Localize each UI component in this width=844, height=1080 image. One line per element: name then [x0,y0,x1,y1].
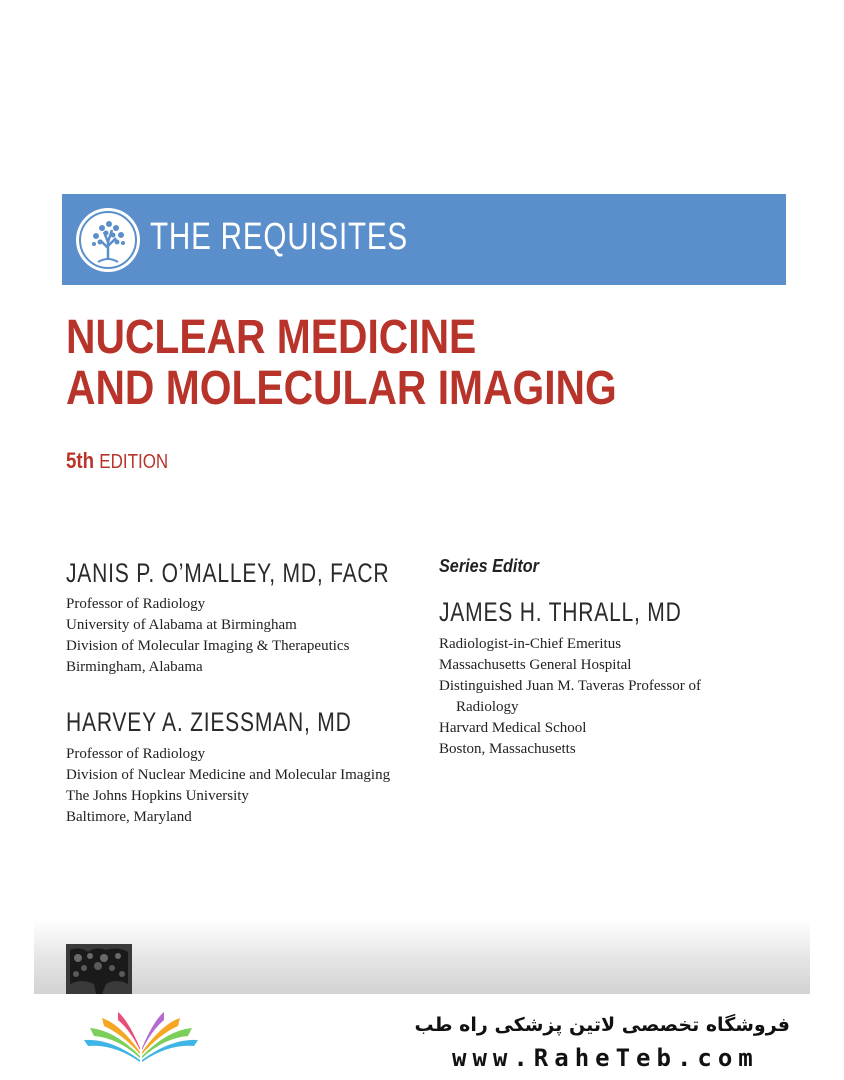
author-name: HARVEY A. ZIESSMAN, MD [66,707,352,737]
author-affiliation [66,594,349,678]
affiliation-line: Professor of Radiology [66,596,206,612]
book-title-line2: AND MOLECULAR IMAGING [66,362,617,415]
edition [66,448,168,474]
affiliation-line: Radiologist-in-Chief Emeritus [439,636,622,652]
affiliation-line: Professor of Radiology [66,746,206,762]
edition-label: EDITION [99,451,169,473]
watermark-store-name: فروشگاه تخصصی لاتین پزشکی راه طب [414,1014,790,1036]
series-editor-label: Series Editor [439,556,539,576]
affiliation-line: Division of Molecular Imaging & Therapeutics [66,638,350,654]
affiliation-line: Boston, Massachusetts [439,741,576,757]
affiliation-line: Massachusetts General Hospital [439,657,632,673]
elsevier-tree-icon [66,944,132,994]
affiliation-line: Distinguished Juan M. Taveras Professor of [439,678,701,694]
book-title-line1: NUCLEAR MEDICINE [66,311,477,364]
publisher-footer [34,920,810,994]
series-banner [62,194,786,285]
series-editor-name: JAMES H. THRALL, MD [439,597,682,627]
tree-icon [76,208,140,272]
affiliation-line: Baltimore, Maryland [66,809,192,825]
series-name: THE REQUISITES [150,216,408,258]
affiliation-line: Harvard Medical School [439,720,587,736]
affiliation-line: University of Alabama at Birmingham [66,617,297,633]
series-editor-affiliation [439,634,701,760]
affiliation-line: Radiology [456,699,519,715]
edition-number: 5th [66,448,95,473]
open-book-icon [80,1010,202,1064]
watermark-url: www.RaheTeb.com [452,1044,759,1072]
affiliation-line: Division of Nuclear Medicine and Molecular Imaging [66,767,391,783]
affiliation-line: The Johns Hopkins University [66,788,249,804]
author-affiliation [66,744,390,828]
affiliation-line: Birmingham, Alabama [66,659,203,675]
book-title [66,312,617,414]
author-name: JANIS P. O’MALLEY, MD, FACR [66,558,390,588]
